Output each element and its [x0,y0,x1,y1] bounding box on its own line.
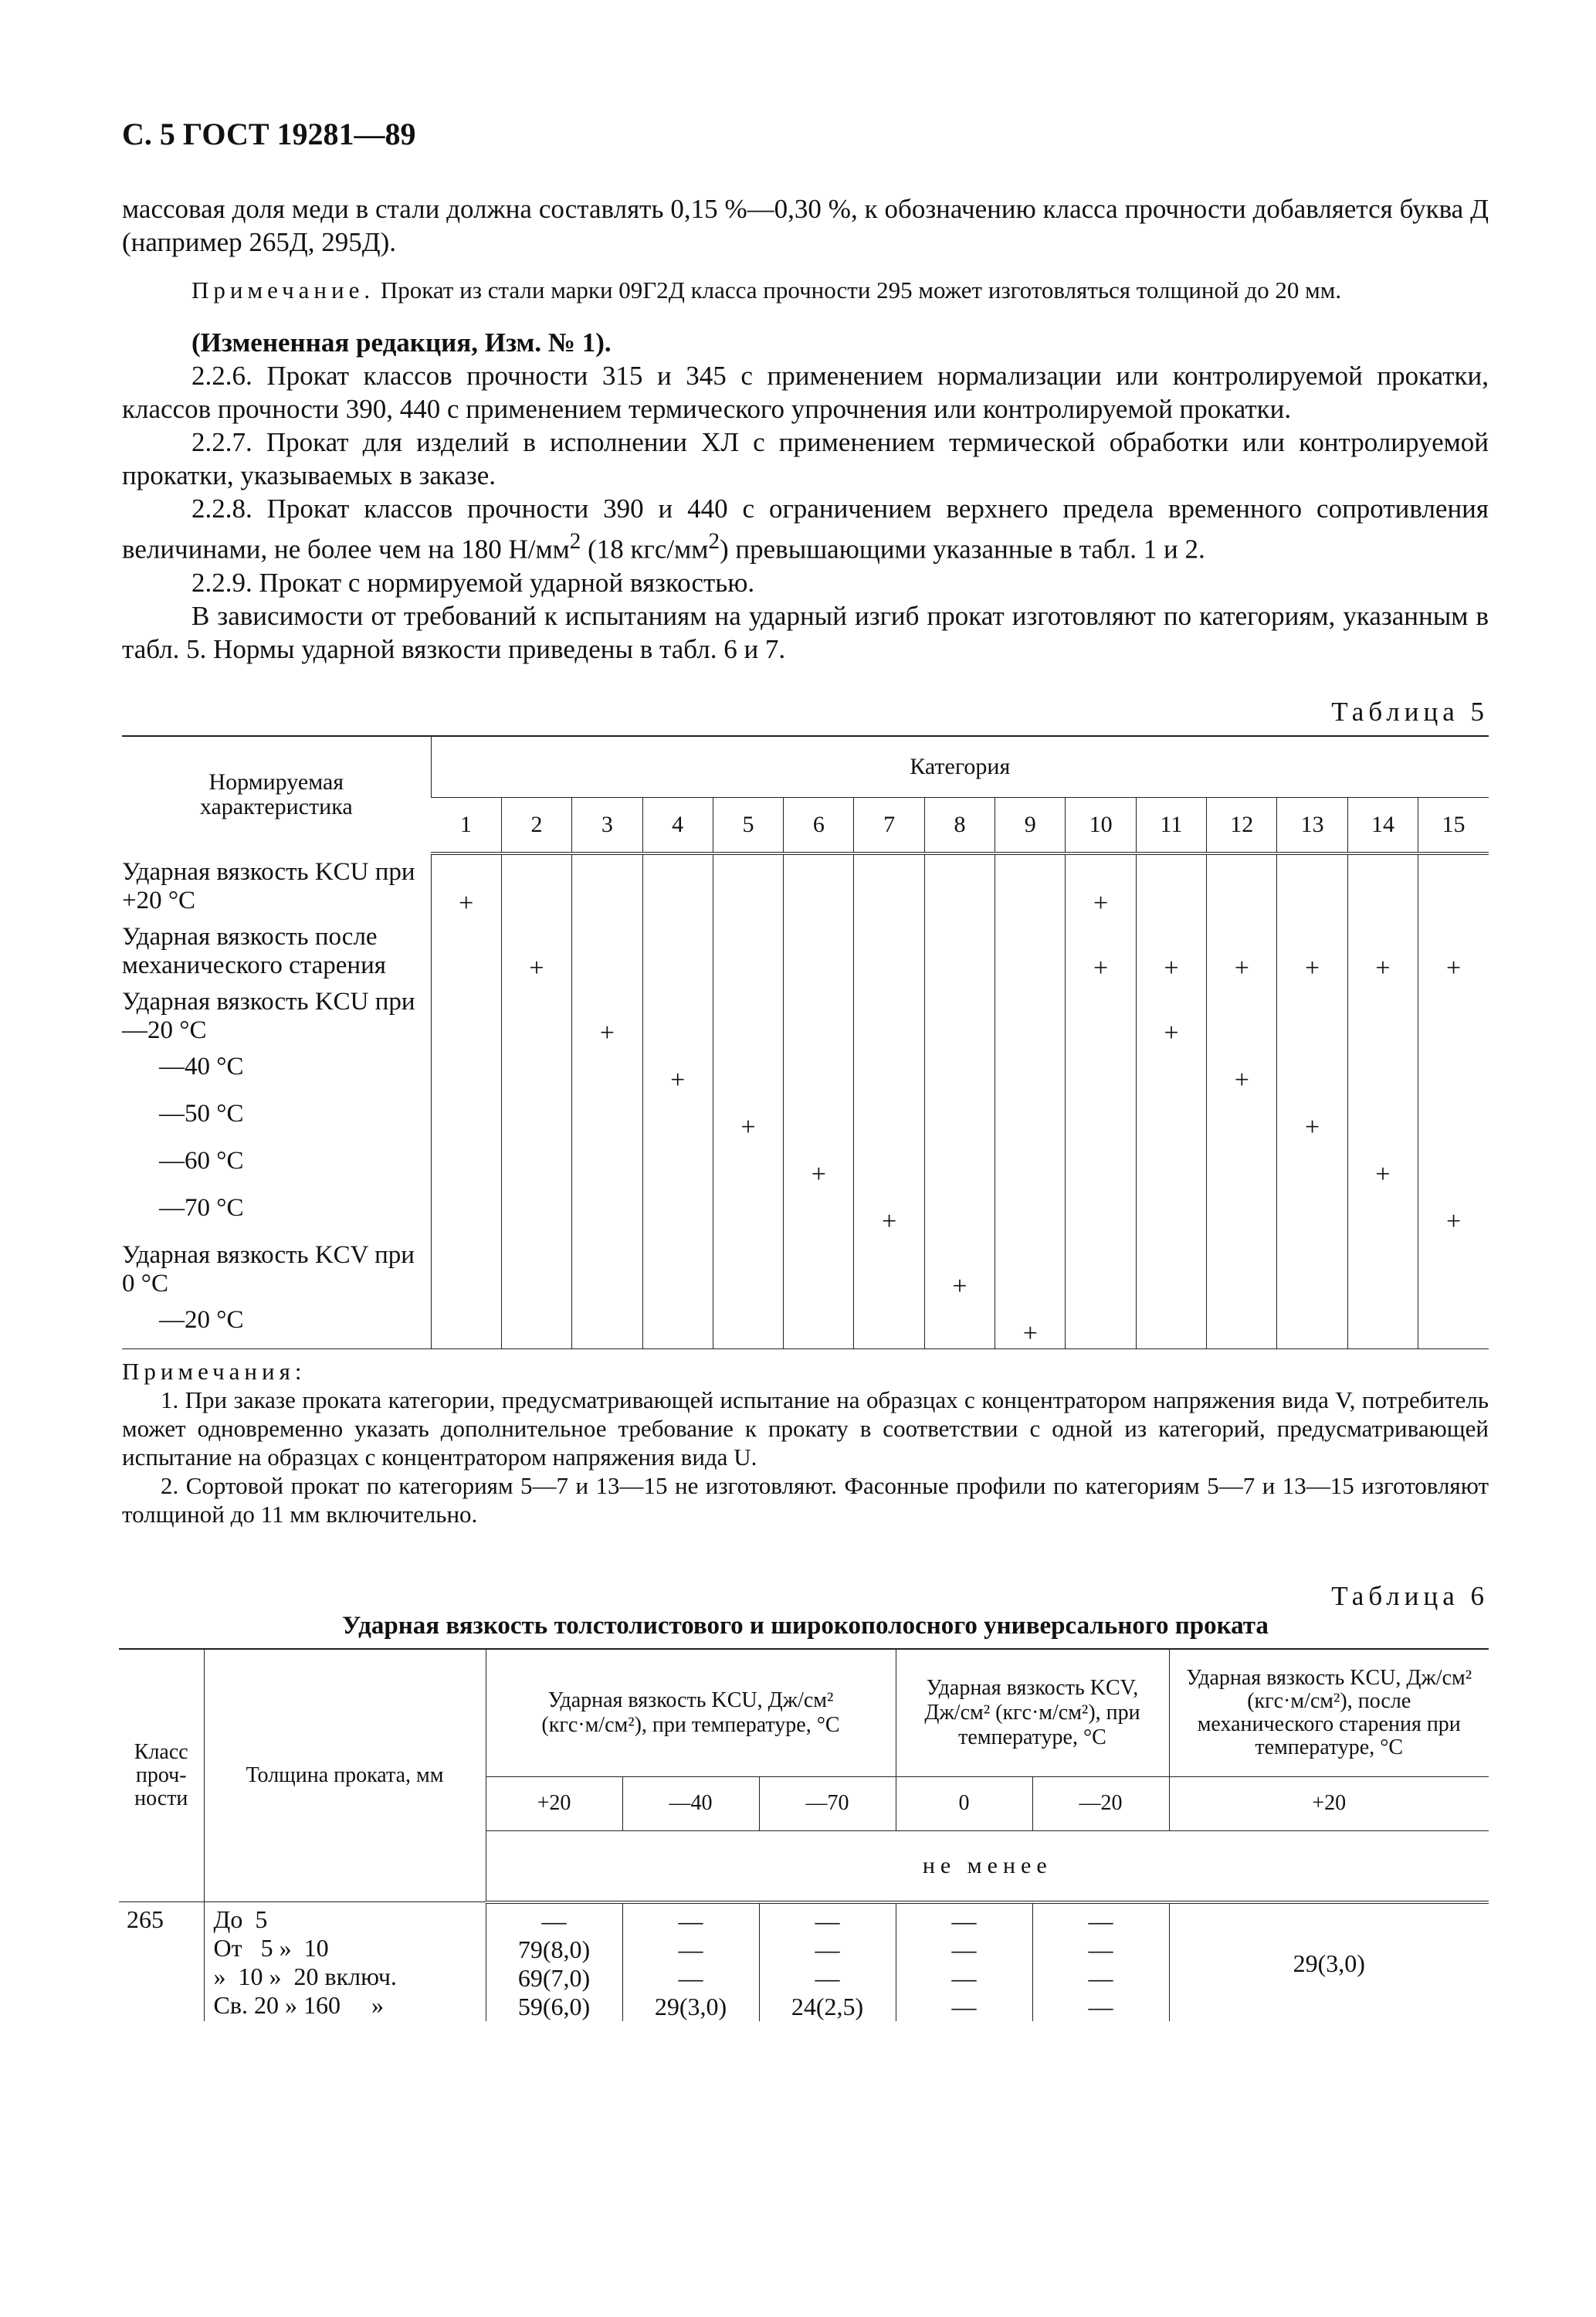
empty-cell [1347,853,1418,918]
empty-cell [572,1142,642,1189]
t6-class-value: 265 [119,1902,204,2021]
cell-value: 69(7,0) [517,1963,591,1992]
cell-value: — [815,1963,840,1992]
empty-cell [572,853,642,918]
empty-cell [784,1237,854,1301]
temp-1: —40 [622,1776,759,1830]
clause-2-2-6: 2.2.6. Прокат классов прочности 315 и 345 с применением нормализации или контролируемой прокатки, классов прочности 390, 440 с применением термического упрочнения или контролируемой прокатки. [122,361,1489,424]
clause-2-2-8-part-a: 2.2.8. Прокат классов прочности 390 и 440 с ограничением верхнего предела временного сопротивления величинами, не более чем на 180 Н/мм [122,494,1489,565]
empty-cell [1207,853,1277,918]
mark-plus: + [1347,918,1418,983]
empty-cell [1277,853,1347,918]
empty-cell [713,1237,783,1301]
empty-cell [713,918,783,983]
empty-cell [924,1095,995,1142]
mark-plus: + [784,1142,854,1189]
empty-cell [854,1048,924,1095]
cell-value: — [951,1906,977,1935]
category-13: 13 [1277,797,1347,853]
row-label: —20 °C [122,1301,431,1349]
empty-cell [431,1048,501,1095]
empty-cell [784,918,854,983]
empty-cell [572,1237,642,1301]
cell-value: — [1088,1963,1113,1992]
empty-cell [784,853,854,918]
empty-cell [924,853,995,918]
empty-cell [642,1301,713,1349]
category-12: 12 [1207,797,1277,853]
cell-value: — [1088,1906,1113,1935]
empty-cell [1066,1237,1136,1301]
empty-cell [1207,1095,1277,1142]
empty-cell [995,918,1066,983]
mark-plus: + [1207,918,1277,983]
row-label: —40 °C [159,1052,244,1080]
row-label: —70 °C [159,1193,244,1222]
empty-cell [572,1189,642,1237]
t6-thickness-list [204,1902,486,2021]
empty-cell [1066,1301,1136,1349]
empty-cell [572,1048,642,1095]
clause-2-2-8-part-c: ) превышающими указанные в табл. 1 и 2. [720,534,1205,565]
temp-5: +20 [1169,1776,1489,1830]
category-4: 4 [642,797,713,853]
t6-header-class: Класс проч-ности [119,1649,204,1902]
table-5 [122,735,1489,1349]
empty-cell [854,918,924,983]
table-row [122,983,1489,1048]
clause-2-2-7: 2.2.7. Прокат для изделий в исполнении ХЛ с применением термической обработки или контролируемой прокатки, указываемых в заказе. [122,427,1489,490]
mark-plus: + [854,1189,924,1237]
row-label: —50 °C [159,1099,244,1128]
empty-cell [1347,1189,1418,1237]
empty-cell [995,1237,1066,1301]
temp-0: +20 [486,1776,622,1830]
temp-3: 0 [896,1776,1032,1830]
mark-plus: + [1277,1095,1347,1142]
empty-cell [995,1048,1066,1095]
table-6 [119,1648,1489,2021]
empty-cell [1207,1189,1277,1237]
table5-caption: Таблица 5 [1331,696,1489,727]
table6-caption: Таблица 6 [1331,1580,1489,1611]
empty-cell [431,1237,501,1301]
t6-header-kcu-aged: Ударная вязкость KCU, Дж/см² (кгс·м/см²), после механического старения при температуре, °C [1169,1649,1489,1777]
empty-cell [713,983,783,1048]
empty-cell [713,1189,783,1237]
sup-2: 2 [569,529,581,554]
category-11: 11 [1136,797,1206,853]
empty-cell [995,1189,1066,1237]
t6-kcu70-list [759,1902,896,2021]
empty-cell [924,918,995,983]
empty-cell [713,1142,783,1189]
empty-cell [1347,1237,1418,1301]
edit-note: (Измененная редакция, Изм. № 1). [191,327,612,358]
empty-cell [431,1095,501,1142]
table-row [122,1189,1489,1237]
empty-cell [1136,1142,1206,1189]
temp-2: —70 [759,1776,896,1830]
category-9: 9 [995,797,1066,853]
mark-plus: + [501,918,571,983]
cell-value: 59(6,0) [517,1992,591,2020]
document-page [122,116,1489,2021]
empty-cell [1066,1142,1136,1189]
empty-cell [1066,983,1136,1048]
empty-cell [854,1301,924,1349]
cell-value: » 10 » 20 включ. [213,1962,397,1991]
empty-cell [995,1142,1066,1189]
empty-cell [1277,983,1347,1048]
category-6: 6 [784,797,854,853]
t6-aged-value: 29(3,0) [1169,1902,1489,2021]
mark-plus: + [572,983,642,1048]
note-text: Прокат из стали марки 09Г2Д класса прочности 295 может изготовляться толщиной до 20 мм. [374,276,1342,304]
empty-cell [1277,1142,1347,1189]
cell-value: — [678,1935,703,1963]
paragraph-categories: В зависимости от требований к испытаниям на ударный изгиб прокат изготовляют по категориям, указанным в табл. 5. Нормы ударной вязкости приведены в табл. 6 и 7. [122,600,1489,664]
cell-value: Св. 20 » 160 » [213,1991,384,2020]
empty-cell [1418,1237,1489,1301]
col-header-characteristic: Нормируемая характеристика [122,736,431,853]
table-row [122,853,1489,918]
empty-cell [1207,1142,1277,1189]
empty-cell [713,853,783,918]
cell-value: — [678,1906,703,1935]
empty-cell [1066,1095,1136,1142]
empty-cell [572,918,642,983]
cell-value: — [951,1935,977,1963]
category-5: 5 [713,797,783,853]
mark-plus: + [1277,918,1347,983]
row-label: Ударная вязкость KCU при —20 °C [122,987,415,1044]
paragraph-copper: массовая доля меди в стали должна составлять 0,15 %—0,30 %, к обозначению класса прочности добавляется буква Д (например 265Д, 295Д). [122,194,1489,257]
table5-notes [122,1357,1489,1528]
empty-cell [1347,983,1418,1048]
empty-cell [501,1301,571,1349]
empty-cell [1347,1095,1418,1142]
empty-cell [713,1301,783,1349]
empty-cell [854,1142,924,1189]
empty-cell [501,1237,571,1301]
empty-cell [642,983,713,1048]
empty-cell [1277,1189,1347,1237]
mark-plus: + [431,853,501,918]
category-2: 2 [501,797,571,853]
empty-cell [924,1142,995,1189]
mark-plus: + [1066,918,1136,983]
cell-value: — [951,1992,977,2020]
empty-cell [501,1048,571,1095]
empty-cell [1207,1237,1277,1301]
category-14: 14 [1347,797,1418,853]
clause-2-2-9: 2.2.9. Прокат с нормируемой ударной вязкостью. [191,567,755,598]
cell-value: До 5 [213,1905,268,1934]
empty-cell [501,1095,571,1142]
empty-cell [431,918,501,983]
cell-value: — [951,1963,977,1992]
empty-cell [501,983,571,1048]
sup-2: 2 [708,529,720,554]
category-1: 1 [431,797,501,853]
t6-kcu40-list [622,1902,759,2021]
empty-cell [572,1301,642,1349]
empty-cell [854,983,924,1048]
cell-value: — [678,1963,703,1992]
note-1: 1. При заказе проката категории, предусматривающей испытание на образцах с концентратором напряжения вида V, потребитель может одновременно указать дополнительное требование к прокату в соответствии с одной из категорий, предусматривающей испытание на образцах с концентратором напряжения вида U. [122,1386,1489,1471]
empty-cell [642,1142,713,1189]
category-15: 15 [1418,797,1489,853]
category-10: 10 [1066,797,1136,853]
empty-cell [1277,1301,1347,1349]
mark-plus: + [1347,1142,1418,1189]
empty-cell [1347,1048,1418,1095]
category-3: 3 [572,797,642,853]
mark-plus: + [1418,918,1489,983]
table-row [122,918,1489,983]
table6-title: Ударная вязкость толстолистового и широкополосного универсального проката [342,1611,1269,1640]
t6-kcu20-list [486,1902,622,2021]
cell-value: — [1088,1935,1113,1963]
empty-cell [784,1189,854,1237]
t6-header-kcu: Ударная вязкость KCU, Дж/см² (кгс·м/см²), при температуре, °C [486,1649,896,1777]
t6-header-kcv: Ударная вязкость KCV, Дж/см² (кгс·м/см²), при температуре, °C [896,1649,1169,1777]
empty-cell [431,1301,501,1349]
empty-cell [1418,1301,1489,1349]
cell-value: — [1088,1992,1113,2020]
mark-plus: + [1136,983,1206,1048]
mark-plus: + [995,1301,1066,1349]
row-label: Ударная вязкость KCU при +20 °C [122,857,415,914]
empty-cell [995,983,1066,1048]
table-row [122,1237,1489,1301]
category-7: 7 [854,797,924,853]
empty-cell [1207,1301,1277,1349]
empty-cell [1418,853,1489,918]
table-row [122,1048,1489,1095]
clause-2-2-8 [122,492,1489,566]
cell-value: — [815,1906,840,1935]
empty-cell [1136,853,1206,918]
t6-header-thickness: Толщина проката, мм [204,1649,486,1902]
empty-cell [854,1095,924,1142]
empty-cell [784,1301,854,1349]
empty-cell [924,1301,995,1349]
empty-cell [924,1189,995,1237]
cell-value: — [541,1906,567,1935]
empty-cell [642,1095,713,1142]
empty-cell [1418,1095,1489,1142]
empty-cell [854,1237,924,1301]
empty-cell [784,1048,854,1095]
empty-cell [1418,983,1489,1048]
category-8: 8 [924,797,995,853]
row-label: Ударная вязкость KCV при 0 °C [122,1240,415,1298]
mark-plus: + [1066,853,1136,918]
mark-plus: + [713,1095,783,1142]
cell-value: 79(8,0) [517,1935,591,1963]
empty-cell [924,983,995,1048]
table-row [122,1095,1489,1142]
table-row [122,1142,1489,1189]
empty-cell [1136,1237,1206,1301]
empty-cell [995,1095,1066,1142]
empty-cell [995,853,1066,918]
empty-cell [713,1048,783,1095]
empty-cell [1418,1048,1489,1095]
note-steel-grade [122,276,1489,304]
cell-value: От 5 » 10 [213,1934,329,1962]
row-label: Ударная вязкость после механического старения [122,922,386,979]
empty-cell [1066,1189,1136,1237]
empty-cell [1136,1048,1206,1095]
col-header-category: Категория [431,736,1489,798]
empty-cell [1418,1142,1489,1189]
mark-plus: + [1418,1189,1489,1237]
empty-cell [854,853,924,918]
empty-cell [431,983,501,1048]
row-label: —60 °C [159,1146,244,1175]
empty-cell [572,1095,642,1142]
empty-cell [642,1237,713,1301]
empty-cell [642,1189,713,1237]
empty-cell [1136,1095,1206,1142]
empty-cell [501,853,571,918]
empty-cell [784,1095,854,1142]
t6-kcv0-list [896,1902,1032,2021]
empty-cell [642,853,713,918]
cell-value: — [815,1935,840,1963]
empty-cell [1347,1301,1418,1349]
temp-4: —20 [1032,1776,1169,1830]
empty-cell [924,1048,995,1095]
note-label: Примечание. [191,276,375,304]
empty-cell [642,918,713,983]
empty-cell [1066,1048,1136,1095]
empty-cell [501,1142,571,1189]
t6-kcv20-list [1032,1902,1169,2021]
empty-cell [1277,1237,1347,1301]
t6-not-less: не менее [486,1830,1489,1902]
note-2: 2. Сортовой прокат по категориям 5—7 и 13—15 не изготовляют. Фасонные профили по категориям 5—7 и 13—15 изготовляют толщиной до 11 мм включительно. [122,1471,1489,1528]
mark-plus: + [924,1237,995,1301]
mark-plus: + [1207,1048,1277,1095]
empty-cell [431,1189,501,1237]
empty-cell [1136,1189,1206,1237]
empty-cell [501,1189,571,1237]
empty-cell [431,1142,501,1189]
notes-title: Примечания: [122,1357,307,1385]
page-header: С. 5 ГОСТ 19281—89 [122,117,416,151]
clause-2-2-8-part-b: (18 кгс/мм [581,534,709,565]
mark-plus: + [1136,918,1206,983]
empty-cell [1207,983,1277,1048]
cell-value: 24(2,5) [791,1992,864,2020]
mark-plus: + [642,1048,713,1095]
empty-cell [1136,1301,1206,1349]
table-row [122,1301,1489,1349]
empty-cell [1277,1048,1347,1095]
cell-value: 29(3,0) [654,1992,727,2020]
empty-cell [784,983,854,1048]
